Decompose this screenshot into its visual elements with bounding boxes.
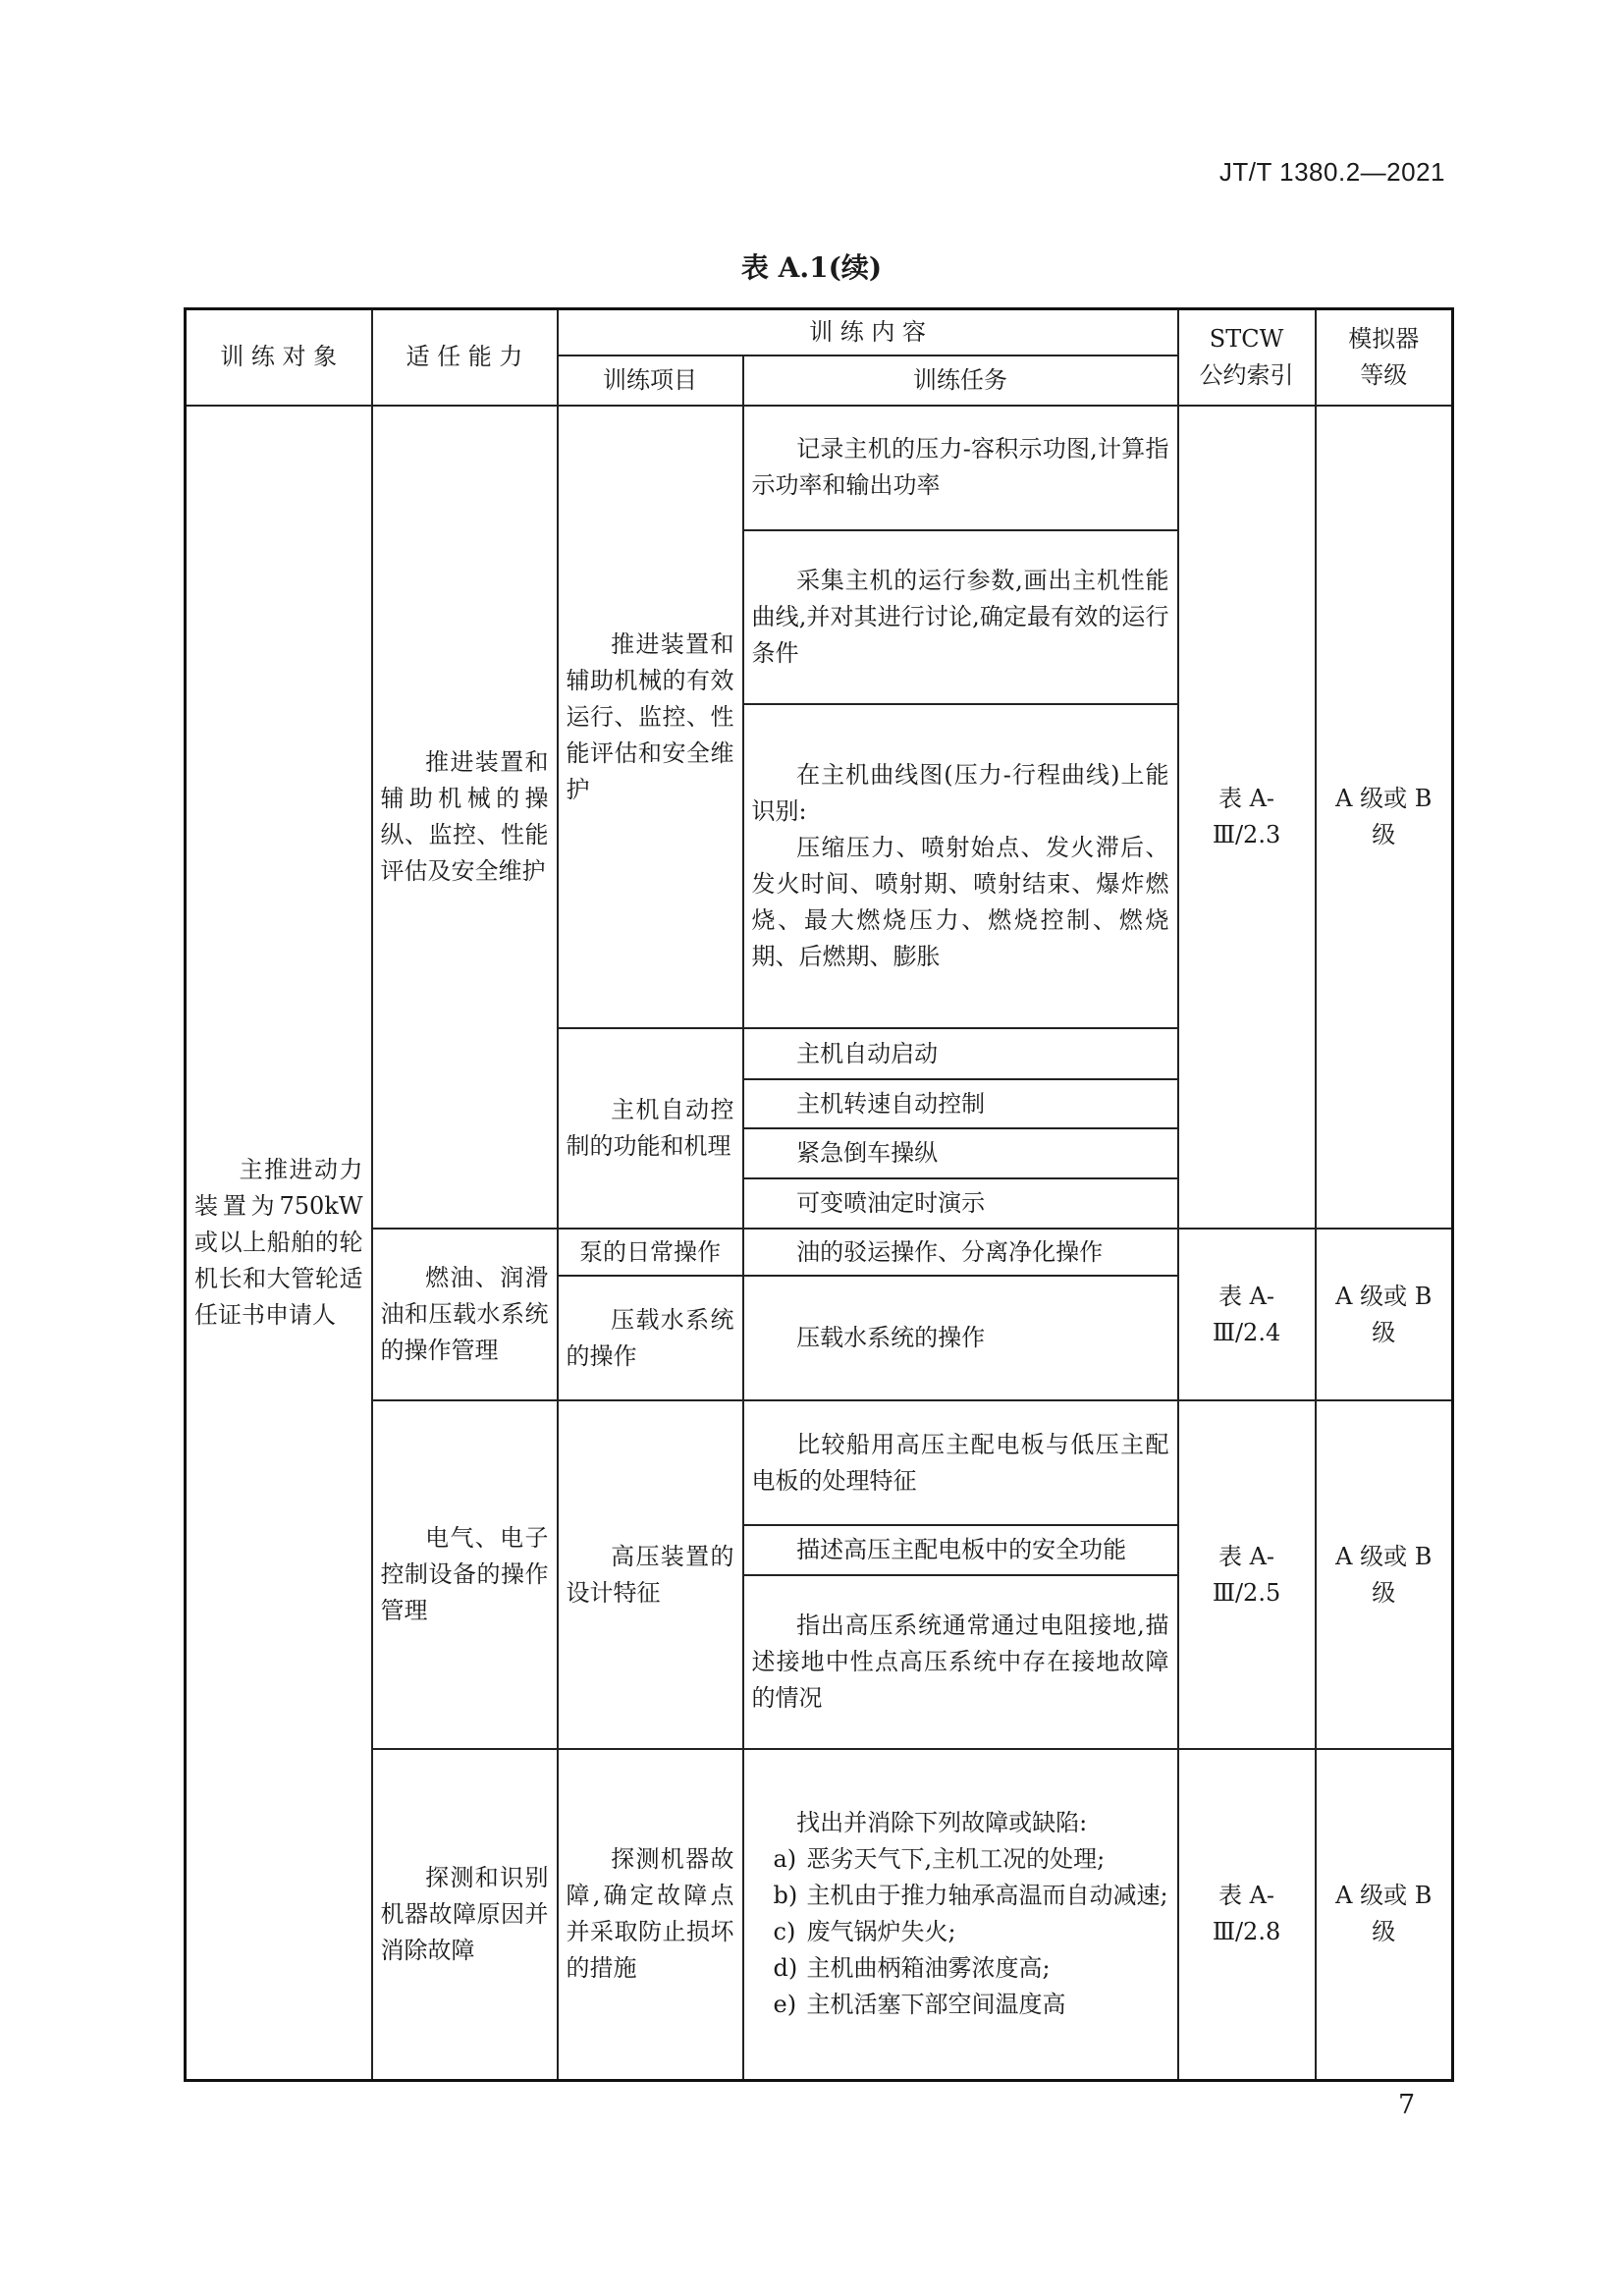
col-header-stcw: [1178, 309, 1316, 406]
item-2-2: 压载水系统的操作: [566, 1305, 734, 1370]
fault-item: [752, 1841, 1169, 1878]
sim-3: A 级或 B 级: [1316, 1400, 1453, 1749]
sim-1: A 级或 B 级: [1316, 406, 1453, 1229]
task-1-2-2: 主机转速自动控制: [796, 1089, 986, 1118]
task-1-1-3-body: 压缩压力、喷射始点、发火滞后、发火时间、喷射期、喷射结束、爆炸燃烧、最大燃烧压力、燃烧控制、燃烧期、后燃期、膨胀: [751, 834, 1169, 971]
task-3-1-1: 比较船用高压主配电板与低压主配电板的处理特征: [751, 1430, 1169, 1495]
competence-1: 推进装置和辅助机械的操纵、监控、性能评估及安全维护: [380, 747, 549, 885]
task-1-1-3-lead: 在主机曲线图(压力-行程曲线)上能识别:: [751, 761, 1169, 826]
task-cell: [743, 1749, 1178, 2081]
task-cell: [743, 530, 1178, 704]
task-2-2-1: 压载水系统的操作: [796, 1324, 986, 1352]
col-header-stcw-line2: 公约索引: [1199, 360, 1294, 389]
sim-2: A 级或 B 级: [1316, 1229, 1453, 1400]
fault-text: 主机由于推力轴承高温而自动减速;: [806, 1882, 1168, 1910]
item-1-1: 推进装置和辅助机械的有效运行、监控、性能评估和安全维护: [566, 629, 734, 803]
item-cell-1-2: [558, 1028, 743, 1229]
fault-text: 主机曲柄箱油雾浓度高;: [806, 1954, 1051, 1983]
task-cell: [743, 1276, 1178, 1400]
competence-cell-1: [372, 406, 558, 1229]
task-cell: [743, 1178, 1178, 1229]
task-cell: [743, 406, 1178, 530]
col-header-item: 训练项目: [558, 355, 743, 405]
fault-mark: c): [773, 1918, 796, 1946]
task-cell: [743, 1229, 1178, 1276]
task-1-1-1: 记录主机的压力-容积示功图,计算指示功率和输出功率: [751, 435, 1169, 500]
fault-mark: b): [773, 1882, 798, 1910]
task-4-1-lead: 找出并消除下列故障或缺陷:: [796, 1809, 1088, 1837]
task-cell: [743, 1400, 1178, 1525]
table-caption: 表 A.1(续): [740, 251, 883, 284]
fault-item: [752, 1914, 1169, 1950]
col-header-stcw-line1: STCW: [1209, 324, 1284, 353]
competence-4: 探测和识别机器故障原因并消除故障: [380, 1863, 549, 1964]
task-cell: [743, 704, 1178, 1028]
competence-cell-3: [372, 1400, 558, 1749]
task-1-2-1: 主机自动启动: [796, 1039, 939, 1067]
fault-mark: a): [773, 1845, 797, 1874]
competence-cell-2: [372, 1229, 558, 1400]
fault-text: 主机活塞下部空间温度高: [806, 1991, 1066, 2019]
sim-4: A 级或 B 级: [1316, 1749, 1453, 2081]
fault-text: 恶劣天气下,主机工况的处理;: [806, 1845, 1106, 1874]
item-2-1: 泵的日常操作: [558, 1229, 743, 1276]
col-header-sim-line1: 模拟器: [1348, 324, 1420, 353]
fault-item: [752, 1987, 1169, 2023]
task-3-1-2: 描述高压主配电板中的安全功能: [796, 1535, 1127, 1563]
fault-list: [752, 1841, 1169, 2023]
task-2-1-1: 油的驳运操作、分离净化操作: [796, 1237, 1104, 1266]
stcw-2: 表 A-Ⅲ/2.4: [1178, 1229, 1316, 1400]
col-header-sim: [1316, 309, 1453, 406]
page-number: 7: [1398, 2090, 1416, 2120]
item-4-1: 探测机器故障,确定故障点并采取防止损坏的措施: [566, 1845, 734, 1983]
task-cell: [743, 1575, 1178, 1749]
competence-2: 燃油、润滑油和压载水系统的操作管理: [380, 1264, 549, 1365]
task-cell: [743, 1128, 1178, 1177]
task-1-1-2: 采集主机的运行参数,画出主机性能曲线,并对其进行讨论,确定最有效的运行条件: [751, 566, 1169, 667]
col-header-content: 训 练 内 容: [558, 309, 1178, 356]
item-cell-3-1: [558, 1400, 743, 1749]
fault-text: 废气锅炉失火;: [806, 1918, 956, 1946]
target-cell: [186, 406, 372, 2081]
col-header-competence: 适 任 能 力: [372, 309, 558, 406]
item-cell-2-2: [558, 1276, 743, 1400]
competence-cell-4: [372, 1749, 558, 2081]
item-cell-1-1: [558, 406, 743, 1029]
fault-item: [752, 1878, 1169, 1914]
task-cell: [743, 1079, 1178, 1128]
item-cell-4-1: [558, 1749, 743, 2081]
fault-mark: d): [773, 1954, 798, 1983]
task-1-2-4: 可变喷油定时演示: [796, 1188, 986, 1217]
item-3-1: 高压装置的设计特征: [566, 1542, 734, 1607]
training-target: 主推进动力装置为750kW或以上船舶的轮机长和大管轮适任证书申请人: [194, 1155, 363, 1329]
col-header-task: 训练任务: [743, 355, 1178, 405]
stcw-3: 表 A-Ⅲ/2.5: [1178, 1400, 1316, 1749]
fault-item: [752, 1950, 1169, 1987]
standard-code: JT/T 1380.2—2021: [1218, 157, 1445, 187]
item-1-2: 主机自动控制的功能和机理: [566, 1096, 734, 1161]
task-cell: [743, 1028, 1178, 1078]
task-cell: [743, 1525, 1178, 1574]
competence-3: 电气、电子控制设备的操作管理: [380, 1524, 549, 1625]
training-table: [184, 307, 1454, 2082]
stcw-4: 表 A-Ⅲ/2.8: [1178, 1749, 1316, 2081]
fault-mark: e): [773, 1991, 797, 2019]
task-3-1-3: 指出高压系统通常通过电阻接地,描述接地中性点高压系统中存在接地故障的情况: [751, 1611, 1169, 1712]
col-header-sim-line2: 等级: [1360, 360, 1408, 389]
task-1-2-3: 紧急倒车操纵: [796, 1138, 939, 1167]
col-header-target: 训 练 对 象: [186, 309, 372, 406]
stcw-1: 表 A-Ⅲ/2.3: [1178, 406, 1316, 1229]
